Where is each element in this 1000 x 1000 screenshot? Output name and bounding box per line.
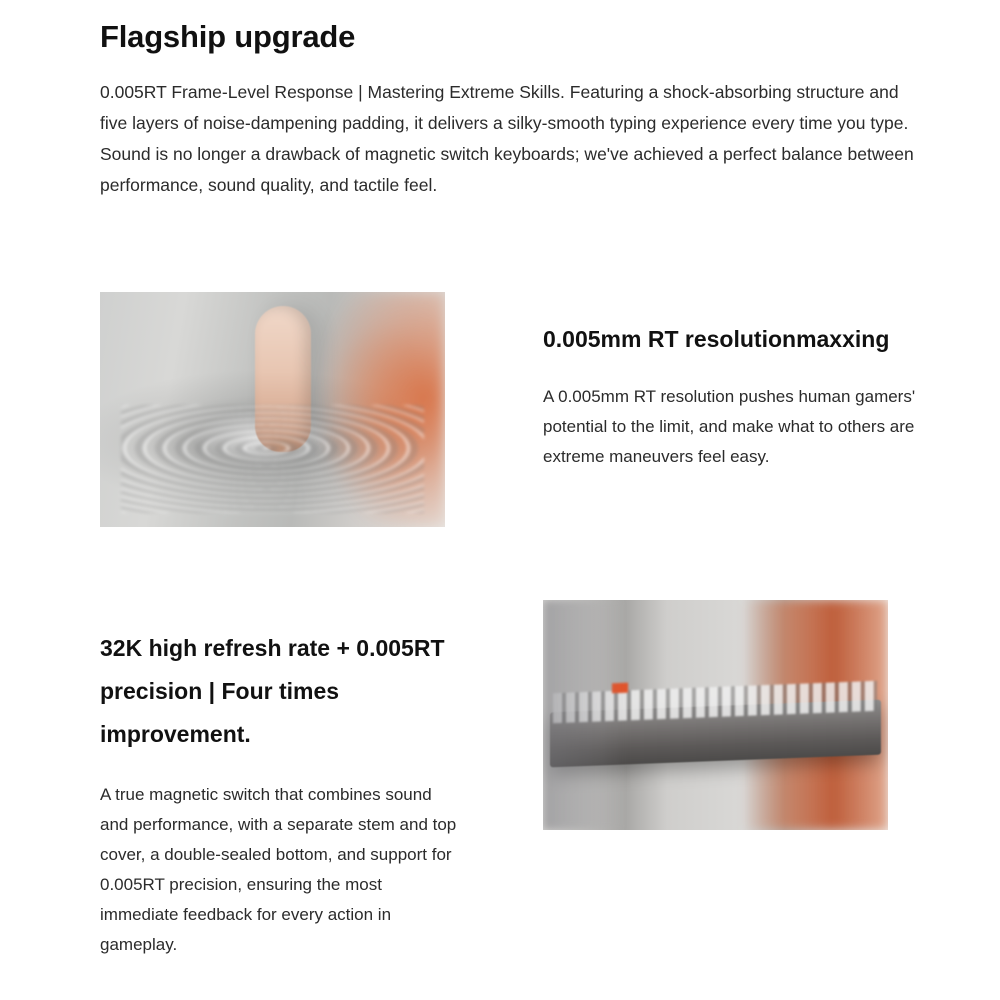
rt-resolution-section: [543, 318, 923, 472]
rt-resolution-body: A 0.005mm RT resolution pushes human gamers' potential to the limit, and make what to others are extreme maneuvers feel easy.: [543, 387, 916, 466]
finger-shape: [255, 306, 311, 452]
refresh-rate-section: [100, 627, 460, 960]
rt-resolution-heading: 0.005mm RT resolutionmaxxing: [543, 326, 890, 352]
keyboard-accent-key-shape: [612, 682, 628, 693]
intro-section: [100, 18, 922, 201]
ripple-artwork: [100, 292, 445, 527]
page-title: Flagship upgrade: [100, 19, 356, 54]
refresh-rate-body: A true magnetic switch that combines sound and performance, with a separate stem and top cover, a double-sealed bottom, and support for 0.005RT precision, ensuring the most immediate feedback for every action in gameplay.: [100, 785, 457, 954]
keyboard-artwork: [543, 600, 888, 830]
keyboard-image: [543, 600, 888, 830]
ripple-image: [100, 292, 445, 527]
intro-paragraph: 0.005RT Frame-Level Response | Mastering Extreme Skills. Featuring a shock-absorbing structure and five layers of noise-dampening padding, it delivers a silky-smooth typing experience every time you type. Sound is no longer a drawback of magnetic switch keyboards; we've achieved a perfect balance between performance, sound quality, and tactile feel.: [100, 82, 914, 196]
refresh-rate-heading: 32K high refresh rate + 0.005RT precision | Four times improvement.: [100, 635, 445, 747]
